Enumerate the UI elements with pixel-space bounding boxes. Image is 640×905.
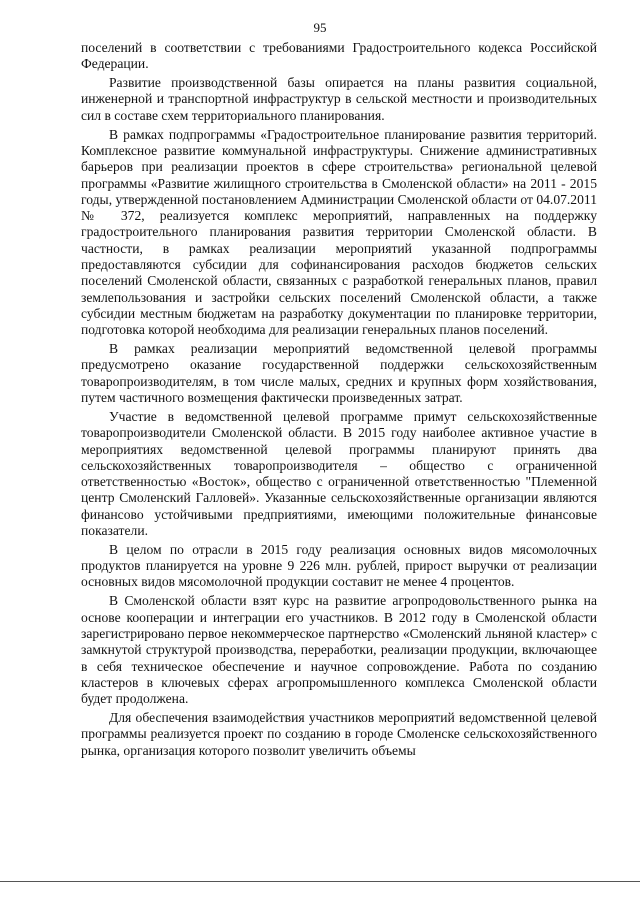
body-text: [81, 40, 597, 762]
paragraph: В рамках реализации мероприятий ведомственной целевой программы предусмотрено оказание государственной поддержки сельскохозяйственным товаропроизводителям, в том числе малых, средних и крупных форм хозяйствования, путем частичного возмещения фактически произведенных затрат.: [81, 341, 597, 406]
paragraph: Для обеспечения взаимодействия участников мероприятий ведомственной целевой программы реализуется проект по созданию в городе Смоленске сельскохозяйственного рынка, организация которого позволит увеличить объемы: [81, 710, 597, 758]
paragraph: поселений в соответствии с требованиями Градостроительного кодекса Российской Федерации.: [81, 40, 597, 72]
paragraph: В рамках подпрограммы «Градостроительное планирование развития территорий. Комплексное развитие коммунальной инфраструктуры. Снижение административных барьеров при реализации проектов в сфере строительства» региональной целевой программы «Развитие жилищного строительства в Смоленской области» на 2011 - 2015 годы, утвержденной постановлением Администрации Смоленской области от 04.07.2011 № 372, реализуется комплекс мероприятий, направленных на поддержку градостроительного планирования развития территории Смоленской области. В частности, в рамках реализации мероприятий указанной подпрограммы предоставляются субсидии для софинансирования расходов бюджетов сельских поселений Смоленской области, связанных с разработкой генеральных планов, правил землепользования и застройки сельских поселений Смоленской области, а также субсидии местным бюджетам на разработку документации по планировке территории, подготовка которой необходима для реализации генеральных планов поселений.: [81, 126, 597, 338]
paragraph: Развитие производственной базы опирается на планы развития социальной, инженерной и транспортной инфраструктур в сельской местности и производительных сил в составе схем территориального планирования.: [81, 75, 597, 123]
paragraph: В Смоленской области взят курс на развитие агропродовольственного рынка на основе кооперации и интеграции его участников. В 2012 году в Смоленской области зарегистрировано первое некоммерческое партнерство «Смоленский льняной кластер» с замкнутой структурой производства, переработки, реализации продукции, включающее в себя техническое обеспечение и научное сопровождение. Работа по созданию кластеров в ключевых сферах агропромышленного комплекса Смоленской области будет продолжена.: [81, 593, 597, 707]
paragraph: Участие в ведомственной целевой программе примут сельскохозяйственные товаропроизводители Смоленской области. В 2015 году наиболее активное участие в мероприятиях ведомственной целевой программы планируют принять два сельскохозяйственных товаропроизводителя – общество с ограниченной ответственностью «Восток», общество с ограниченной ответственностью "Племенной центр Смоленский Галловей». Указанные сельскохозяйственные организации являются финансово устойчивыми предприятиями, имеющими положительные финансовые показатели.: [81, 408, 597, 538]
paragraph: В целом по отрасли в 2015 году реализация основных видов мясомолочных продуктов планируется на уровне 9 226 млн. рублей, прирост выручки от реализации основных видов мясомолочной продукции составит не менее 4 процентов.: [81, 541, 597, 590]
footer-divider: [0, 881, 640, 882]
page-number: 95: [313, 20, 327, 35]
